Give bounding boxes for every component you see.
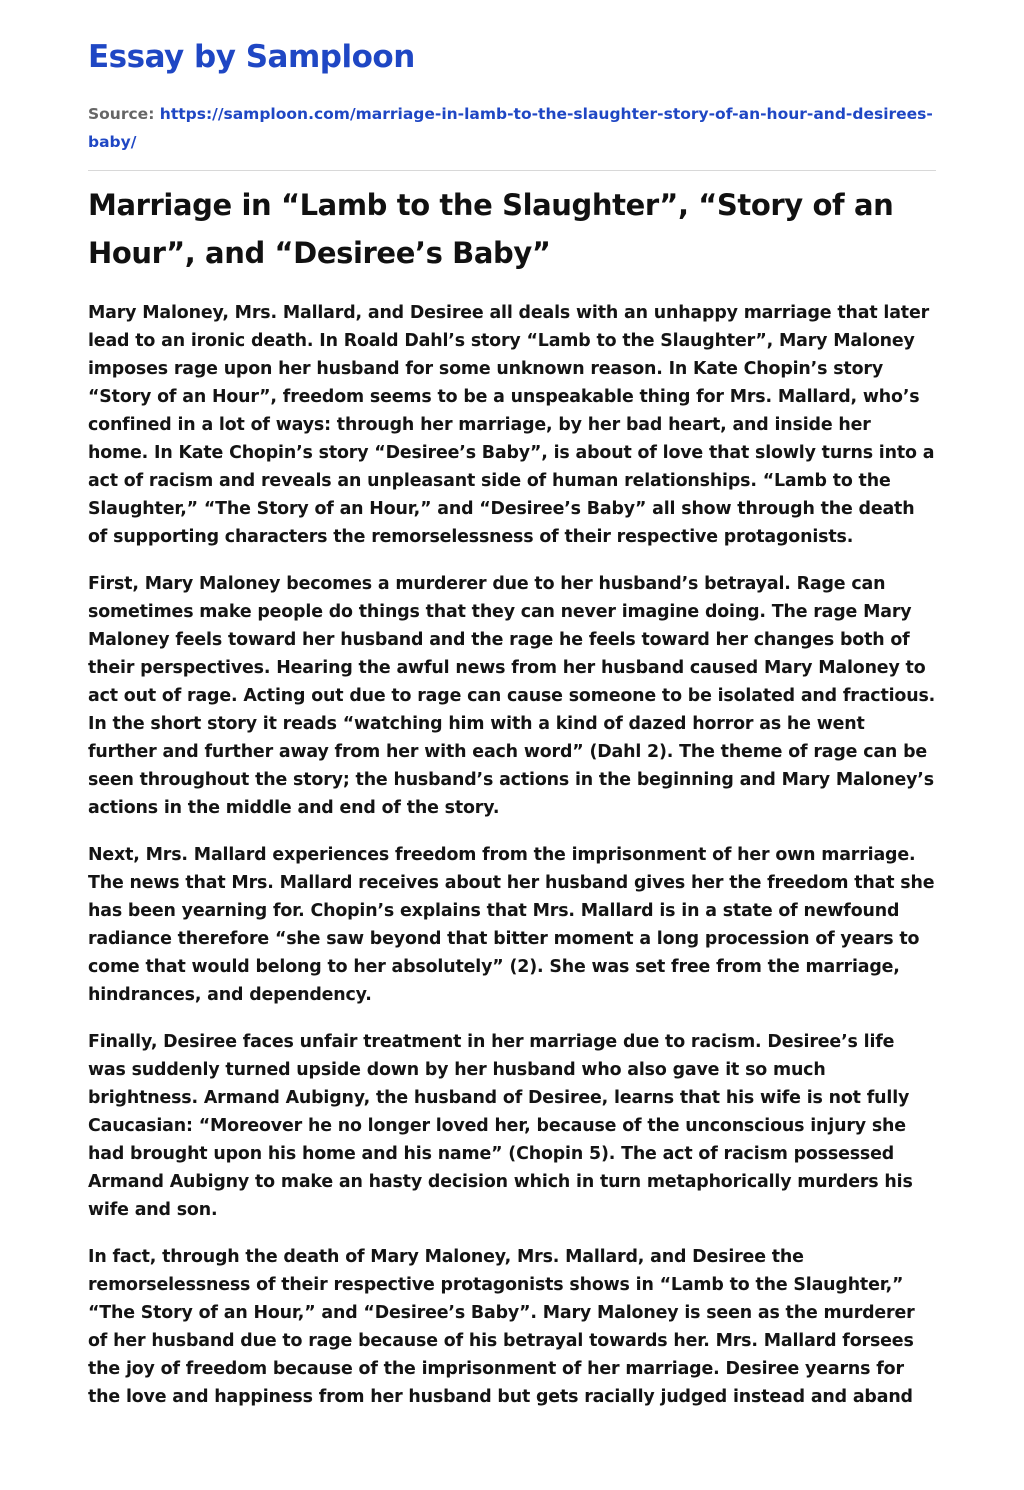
paragraph: First, Mary Maloney becomes a murderer due to her husband’s betrayal. Rage can sometimes make people do things that they can never imagine doing. The rage Mary Maloney feels toward her husband and the rage he feels toward her changes both of their perspectives. Hearing the awful news from her husband caused Mary Maloney to act out of rage. Acting out due to rage can cause someone to be isolated and fractious. In the short story it reads “watching him with a kind of dazed horror as he went further and further away from her with each word” (Dahl 2). The theme of rage can be seen throughout the story; the husband’s actions in the beginning and Mary Maloney’s actions in the middle and end of the story. — [88, 574, 936, 818]
paragraph: Next, Mrs. Mallard experiences freedom from the imprisonment of her own marriage. The news that Mrs. Mallard receives about her husband gives her the freedom that she has been yearning for. Chopin’s explains that Mrs. Mallard is in a state of newfound radiance therefore “she saw beyond that bitter moment a long procession of years to come that would belong to her absolutely” (2). She was set free from the marriage, hindrances, and dependency. — [88, 845, 935, 1005]
paragraph: Mary Maloney, Mrs. Mallard, and Desiree all deals with an unhappy marriage that later lead to an ironic death. In Roald Dahl’s story “Lamb to the Slaughter”, Mary Maloney imposes rage upon her husband for some unknown reason. In Kate Chopin’s story “Story of an Hour”, freedom seems to be a unspeakable thing for Mrs. Mallard, who’s confined in a lot of ways: through her marriage, by her bad heart, and inside her home. In Kate Chopin’s story “Desiree’s Baby”, is about of love that slowly turns into a act of racism and reveals an unpleasant side of human relationships. “Lamb to the Slaughter,” “The Story of an Hour,” and “Desiree’s Baby” all show through the death of supporting characters the remorselessness of their respective protagonists. — [88, 303, 935, 547]
essay-body — [88, 299, 936, 1411]
header-divider — [88, 170, 936, 171]
site-brand[interactable]: Essay by Samploon — [88, 39, 415, 75]
source-line — [88, 100, 936, 156]
essay-page — [88, 0, 936, 1411]
source-label: Source: — [88, 105, 155, 123]
source-link[interactable]: https://samploon.com/marriage-in-lamb-to-the-slaughter-story-of-an-hour-and-desirees-baby/ — [88, 105, 933, 151]
essay-title: Marriage in “Lamb to the Slaughter”, “Story of an Hour”, and “Desiree’s Baby” — [88, 188, 894, 270]
paragraph: Finally, Desiree faces unfair treatment in her marriage due to racism. Desiree’s life was suddenly turned upside down by her husband who also gave it so much brightness. Armand Aubigny, the husband of Desiree, learns that his wife is not fully Caucasian: “Moreover he no longer loved her, because of the unconscious injury she had brought upon his home and his name” (Chopin 5). The act of racism possessed Armand Aubigny to make an hasty decision which in turn metaphorically murders his wife and son. — [88, 1032, 913, 1220]
paragraph: In fact, through the death of Mary Maloney, Mrs. Mallard, and Desiree the remorselessness of their respective protagonists shows in “Lamb to the Slaughter,” “The Story of an Hour,” and “Desiree’s Baby”. Mary Maloney is seen as the murderer of her husband due to rage because of his betrayal towards her. Mrs. Mallard forsees the joy of freedom because of the imprisonment of her marriage. Desiree yearns for the love and happiness from her husband but gets racially judged instead and aband — [88, 1247, 915, 1407]
